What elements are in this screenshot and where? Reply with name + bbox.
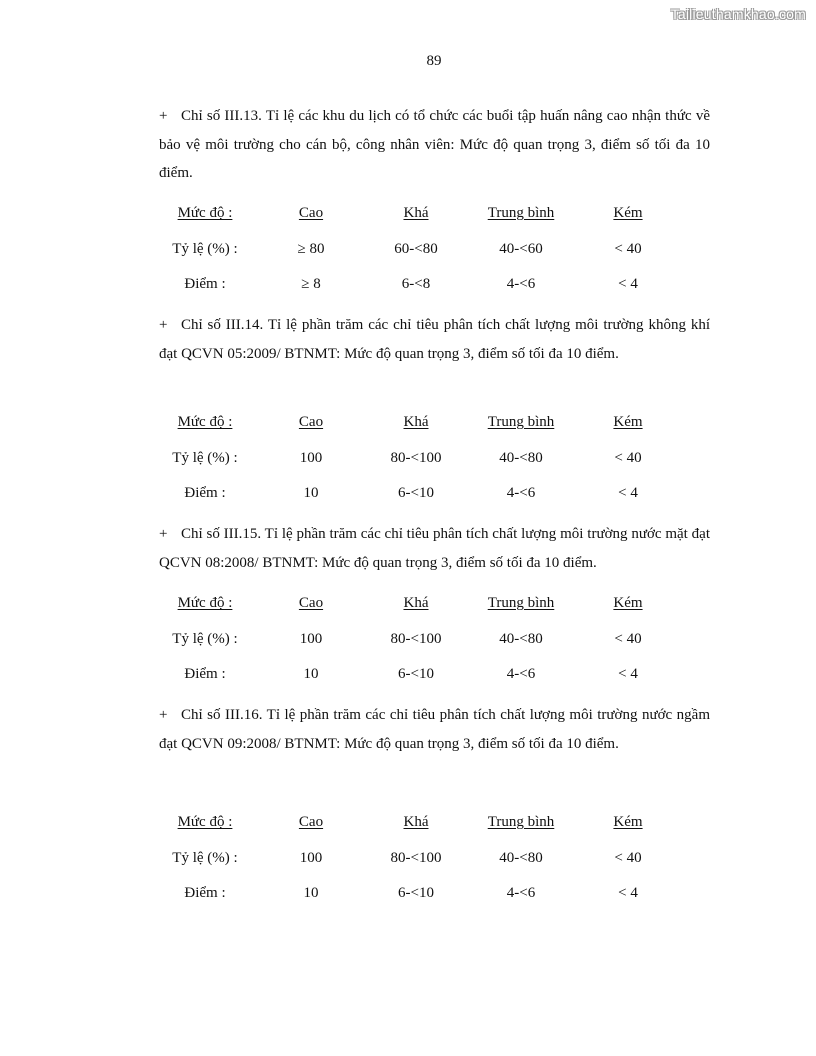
header-kem: Kém — [613, 595, 643, 611]
score-cao: 10 — [303, 666, 319, 682]
ratio-label: Tỷ lệ (%) : — [172, 240, 238, 257]
score-kem: < 4 — [618, 885, 638, 901]
ratio-label: Tỷ lệ (%) : — [172, 449, 238, 466]
score-trung-binh: 4-<6 — [506, 885, 536, 901]
ratio-kem: < 40 — [614, 849, 642, 866]
ratio-row — [159, 631, 710, 667]
score-kha: 6-<10 — [398, 885, 434, 901]
criteria-table-iii-16 — [159, 814, 710, 921]
header-kem: Kém — [613, 814, 643, 830]
ratio-row — [159, 850, 710, 886]
header-trung-binh: Trung bình — [487, 814, 555, 830]
score-kha: 6-<10 — [398, 666, 434, 682]
watermark: Tailieuthamkhao.com — [670, 6, 806, 22]
criteria-table-iii-14 — [159, 414, 710, 521]
indicator-iii-16-text — [159, 701, 710, 758]
header-kha: Khá — [403, 595, 429, 611]
ratio-cao: 100 — [299, 849, 323, 866]
score-row — [159, 276, 710, 312]
indicator-description: Chỉ số III.13. Tỉ lệ các khu du lịch có tổ chức các buổi tập huấn nâng cao nhận thức về bảo vệ môi trường cho cán bộ, công nhân viên: Mức độ quan trọng 3, điểm số tối đa 10 điểm. — [159, 108, 710, 181]
bullet: + — [159, 317, 168, 333]
score-label: Điểm : — [184, 276, 226, 292]
header-cao: Cao — [298, 595, 324, 611]
score-kem: < 4 — [618, 485, 638, 501]
score-kha: 6-<10 — [398, 485, 434, 501]
ratio-cao: 100 — [299, 449, 323, 466]
bullet: + — [159, 526, 168, 542]
header-cao: Cao — [298, 814, 324, 830]
ratio-kha: 80-<100 — [390, 630, 442, 647]
score-cao: 10 — [303, 485, 319, 501]
ratio-cao: ≥ 80 — [297, 240, 325, 257]
header-muc-do: Mức độ : — [177, 414, 233, 430]
score-label: Điểm : — [184, 885, 226, 901]
score-cao: ≥ 8 — [301, 276, 321, 292]
ratio-label: Tỷ lệ (%) : — [172, 630, 238, 647]
score-kem: < 4 — [618, 666, 638, 682]
score-trung-binh: 4-<6 — [506, 276, 536, 292]
criteria-header-row — [159, 814, 710, 850]
header-kha: Khá — [403, 414, 429, 430]
indicator-iii-14-text — [159, 311, 710, 368]
ratio-trung-binh: 40-<80 — [499, 630, 543, 647]
header-kem: Kém — [613, 414, 643, 430]
bullet: + — [159, 108, 168, 124]
indicator-iii-15-text — [159, 520, 710, 577]
header-muc-do: Mức độ : — [177, 814, 233, 830]
ratio-kha: 80-<100 — [390, 849, 442, 866]
criteria-table-iii-15 — [159, 595, 710, 702]
indicator-description: Chỉ số III.14. Tỉ lệ phần trăm các chỉ tiêu phân tích chất lượng môi trường không khí đạt QCVN 05:2009/ BTNMT: Mức độ quan trọng 3, điểm số tối đa 10 điểm. — [159, 317, 710, 362]
score-label: Điểm : — [184, 485, 226, 501]
ratio-label: Tỷ lệ (%) : — [172, 849, 238, 866]
header-cao: Cao — [298, 205, 324, 221]
ratio-kha: 60-<80 — [394, 240, 438, 257]
ratio-cao: 100 — [299, 630, 323, 647]
header-kha: Khá — [403, 814, 429, 830]
indicator-description: Chỉ số III.16. Tỉ lệ phần trăm các chỉ tiêu phân tích chất lượng môi trường nước ngầm đạt QCVN 09:2008/ BTNMT: Mức độ quan trọng 3, điểm số tối đa 10 điểm. — [159, 707, 710, 752]
criteria-table-iii-13 — [159, 205, 710, 312]
ratio-trung-binh: 40-<60 — [499, 240, 543, 257]
ratio-trung-binh: 40-<80 — [499, 449, 543, 466]
score-row — [159, 885, 710, 921]
score-trung-binh: 4-<6 — [506, 485, 536, 501]
ratio-kem: < 40 — [614, 240, 642, 257]
score-label: Điểm : — [184, 666, 226, 682]
header-kha: Khá — [403, 205, 429, 221]
header-cao: Cao — [298, 414, 324, 430]
header-trung-binh: Trung bình — [487, 414, 555, 430]
ratio-kem: < 40 — [614, 630, 642, 647]
ratio-row — [159, 450, 710, 486]
header-muc-do: Mức độ : — [177, 205, 233, 221]
ratio-trung-binh: 40-<80 — [499, 849, 543, 866]
bullet: + — [159, 707, 168, 723]
score-row — [159, 485, 710, 521]
criteria-header-row — [159, 205, 710, 241]
indicator-iii-13-text — [159, 102, 710, 188]
header-kem: Kém — [613, 205, 643, 221]
criteria-header-row — [159, 595, 710, 631]
header-trung-binh: Trung bình — [487, 205, 555, 221]
ratio-row — [159, 241, 710, 277]
score-row — [159, 666, 710, 702]
ratio-kem: < 40 — [614, 449, 642, 466]
ratio-kha: 80-<100 — [390, 449, 442, 466]
score-kem: < 4 — [618, 276, 638, 292]
page-number: 89 — [426, 53, 442, 69]
score-trung-binh: 4-<6 — [506, 666, 536, 682]
score-cao: 10 — [303, 885, 319, 901]
header-muc-do: Mức độ : — [177, 595, 233, 611]
header-trung-binh: Trung bình — [487, 595, 555, 611]
indicator-description: Chỉ số III.15. Tỉ lệ phần trăm các chỉ tiêu phân tích chất lượng môi trường nước mặt đạt QCVN 08:2008/ BTNMT: Mức độ quan trọng 3, điểm số tối đa 10 điểm. — [159, 526, 710, 571]
criteria-header-row — [159, 414, 710, 450]
score-kha: 6-<8 — [401, 276, 431, 292]
